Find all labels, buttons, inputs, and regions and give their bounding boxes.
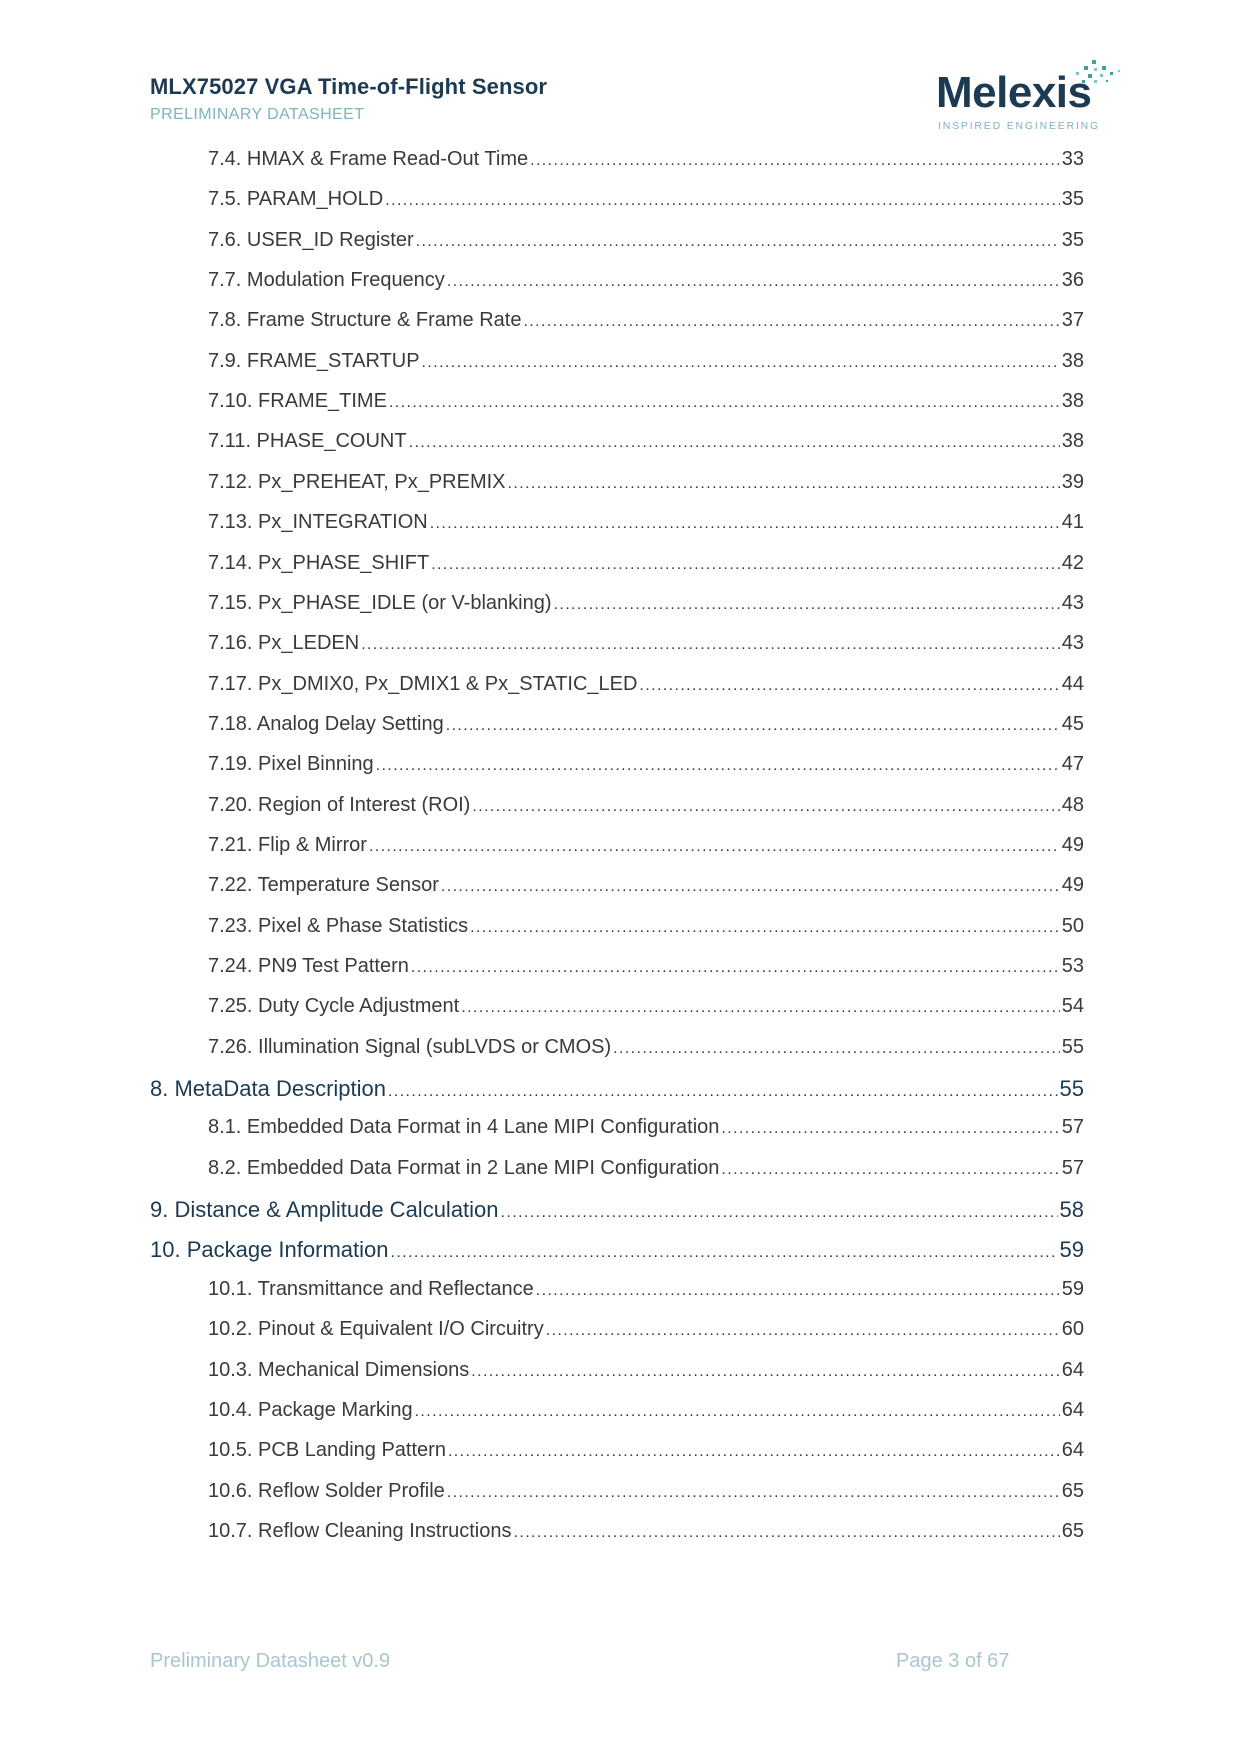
footer-version: Preliminary Datasheet v0.9	[150, 1650, 391, 1672]
toc-entry-page: 37	[1061, 309, 1084, 331]
toc-entry[interactable]	[208, 430, 1084, 453]
toc-entry[interactable]	[208, 794, 1084, 817]
toc-entry[interactable]	[208, 1520, 1084, 1543]
toc-entry[interactable]	[208, 390, 1084, 413]
toc-entry-page: 55	[1061, 1036, 1084, 1058]
toc-entry-label: 10.6. Reflow Solder Profile	[208, 1480, 445, 1502]
toc-entry-page: 38	[1061, 350, 1084, 372]
toc-entry-page: 36	[1061, 269, 1084, 291]
toc-dot-leader	[447, 1484, 1060, 1502]
toc-entry-label: 7.16. Px_LEDEN	[208, 632, 360, 654]
toc-entry-label: 7.22. Temperature Sensor	[208, 874, 439, 896]
toc-entry-page: 64	[1061, 1439, 1084, 1461]
toc-dot-leader	[422, 354, 1060, 372]
toc-entry[interactable]	[208, 1036, 1084, 1059]
toc-entry-page: 54	[1061, 995, 1084, 1017]
toc-entry-label: 10.7. Reflow Cleaning Instructions	[208, 1520, 512, 1542]
toc-entry-label: 7.21. Flip & Mirror	[208, 834, 367, 856]
toc-entry-page: 57	[1061, 1157, 1084, 1179]
toc-entry-label: 10. Package Information	[150, 1237, 389, 1262]
toc-entry-page: 65	[1061, 1520, 1084, 1542]
toc-entry-page: 55	[1059, 1076, 1084, 1101]
toc-dot-leader	[415, 1403, 1060, 1421]
toc-entry[interactable]	[208, 1480, 1084, 1503]
toc-dot-leader	[461, 999, 1060, 1017]
toc-dot-leader	[530, 152, 1060, 170]
toc-dot-leader	[441, 878, 1060, 896]
toc-entry[interactable]	[208, 471, 1084, 494]
toc-dot-leader	[446, 717, 1060, 735]
toc-entry-label: 7.24. PN9 Test Pattern	[208, 955, 409, 977]
toc-dot-leader	[369, 838, 1060, 856]
toc-entry[interactable]	[208, 309, 1084, 332]
toc-entry-label: 9. Distance & Amplitude Calculation	[150, 1197, 499, 1222]
toc-entry[interactable]	[208, 350, 1084, 373]
toc-dot-leader	[472, 798, 1059, 816]
toc-entry-page: 60	[1061, 1318, 1084, 1340]
toc-entry-label: 7.9. FRAME_STARTUP	[208, 350, 420, 372]
toc-entry-page: 35	[1061, 188, 1084, 210]
toc-entry-label: 7.15. Px_PHASE_IDLE (or V-blanking)	[208, 592, 552, 614]
toc-entry-label: 10.4. Package Marking	[208, 1399, 413, 1421]
toc-entry[interactable]	[208, 995, 1084, 1018]
toc-entry-page: 50	[1061, 915, 1084, 937]
toc-entry[interactable]	[208, 1439, 1084, 1462]
logo-tagline: INSPIRED ENGINEERING	[938, 120, 1101, 132]
toc-dot-leader	[430, 515, 1060, 533]
toc-dot-leader	[390, 1244, 1057, 1262]
document-subtitle: PRELIMINARY DATASHEET	[150, 106, 365, 123]
toc-entry-page: 57	[1061, 1116, 1084, 1138]
toc-entry[interactable]	[208, 188, 1084, 211]
toc-entry-page: 45	[1061, 713, 1084, 735]
toc-entry[interactable]	[208, 511, 1084, 534]
toc-entry-page: 39	[1061, 471, 1084, 493]
toc-entry-label: 7.13. Px_INTEGRATION	[208, 511, 428, 533]
toc-entry-page: 59	[1059, 1237, 1084, 1262]
toc-entry-label: 10.5. PCB Landing Pattern	[208, 1439, 446, 1461]
toc-dot-leader	[389, 394, 1060, 412]
toc-dot-leader	[546, 1322, 1060, 1340]
toc-entry-page: 33	[1061, 148, 1084, 170]
toc-entry[interactable]	[208, 632, 1084, 655]
toc-entry-label: 7.17. Px_DMIX0, Px_DMIX1 & Px_STATIC_LED	[208, 673, 638, 695]
melexis-logo	[936, 58, 1128, 132]
toc-entry-page: 53	[1061, 955, 1084, 977]
toc-entry[interactable]	[208, 229, 1084, 252]
toc-entry[interactable]	[208, 1318, 1084, 1341]
toc-entry[interactable]	[150, 1237, 1084, 1263]
toc-entry-page: 47	[1061, 753, 1084, 775]
toc-entry-label: 10.1. Transmittance and Reflectance	[208, 1278, 534, 1300]
toc-dot-leader	[613, 1040, 1060, 1058]
toc-entry-label: 7.18. Analog Delay Setting	[208, 713, 444, 735]
toc-entry[interactable]	[208, 955, 1084, 978]
toc-dot-leader	[471, 1363, 1060, 1381]
toc-entry[interactable]	[208, 713, 1084, 736]
toc-entry-label: 10.3. Mechanical Dimensions	[208, 1359, 470, 1381]
toc-entry[interactable]	[208, 269, 1084, 292]
toc-entry-page: 35	[1061, 229, 1084, 251]
toc-dot-leader	[376, 757, 1060, 775]
toc-dot-leader	[409, 434, 1060, 452]
toc-entry-label: 7.11. PHASE_COUNT	[208, 430, 407, 452]
toc-dot-leader	[536, 1282, 1060, 1300]
toc-entry-page: 65	[1061, 1480, 1084, 1502]
toc-dot-leader	[447, 273, 1060, 291]
toc-dot-leader	[508, 475, 1060, 493]
toc-entry[interactable]	[208, 148, 1084, 171]
toc-entry-page: 48	[1061, 794, 1084, 816]
toc-entry[interactable]	[208, 834, 1084, 857]
toc-entry-page: 38	[1061, 390, 1084, 412]
toc-entry-label: 7.14. Px_PHASE_SHIFT	[208, 552, 430, 574]
toc-entry-label: 10.2. Pinout & Equivalent I/O Circuitry	[208, 1318, 544, 1340]
toc-entry-page: 41	[1061, 511, 1084, 533]
toc-dot-leader	[639, 677, 1059, 695]
toc-dot-leader	[416, 233, 1060, 251]
toc-entry-page: 64	[1061, 1399, 1084, 1421]
toc-dot-leader	[514, 1524, 1060, 1542]
toc-entry-label: 7.19. Pixel Binning	[208, 753, 374, 775]
toc-dot-leader	[385, 192, 1060, 210]
toc-entry-page: 44	[1061, 673, 1084, 695]
toc-entry-label: 7.5. PARAM_HOLD	[208, 188, 384, 210]
toc-entry[interactable]	[208, 673, 1084, 696]
toc-entry[interactable]	[208, 915, 1084, 938]
toc-entry[interactable]	[208, 874, 1084, 897]
toc-dot-leader	[388, 1083, 1058, 1101]
toc-entry-label: 7.4. HMAX & Frame Read-Out Time	[208, 148, 529, 170]
toc-dot-leader	[554, 596, 1060, 614]
footer-page-number: Page 3 of 67	[896, 1650, 1010, 1672]
toc-entry-page: 64	[1061, 1359, 1084, 1381]
toc-entry[interactable]	[208, 753, 1084, 776]
toc-entry-label: 7.25. Duty Cycle Adjustment	[208, 995, 460, 1017]
toc-entry-page: 49	[1061, 874, 1084, 896]
toc-entry[interactable]	[208, 1278, 1084, 1301]
toc-dot-leader	[431, 556, 1060, 574]
toc-entry-page: 58	[1059, 1197, 1084, 1222]
toc-entry-page: 38	[1061, 430, 1084, 452]
toc-entry-page: 49	[1061, 834, 1084, 856]
toc-entry[interactable]	[208, 1116, 1084, 1139]
toc-entry[interactable]	[208, 1399, 1084, 1422]
toc-entry-label: 7.7. Modulation Frequency	[208, 269, 445, 291]
toc-entry-page: 43	[1061, 592, 1084, 614]
document-title: MLX75027 VGA Time-of-Flight Sensor	[150, 74, 548, 99]
toc-entry[interactable]	[150, 1197, 1084, 1223]
toc-entry-label: 7.8. Frame Structure & Frame Rate	[208, 309, 522, 331]
toc-entry-page: 42	[1061, 552, 1084, 574]
toc-entry[interactable]	[208, 1157, 1084, 1180]
toc-entry-label: 7.10. FRAME_TIME	[208, 390, 387, 412]
toc-dot-leader	[721, 1120, 1059, 1138]
toc-dot-leader	[411, 959, 1060, 977]
toc-entry-label: 7.20. Region of Interest (ROI)	[208, 794, 471, 816]
toc-dot-leader	[470, 919, 1060, 937]
logo-wordmark: Melexis	[936, 68, 1092, 117]
toc-entry[interactable]	[150, 1076, 1084, 1102]
toc-entry-label: 7.12. Px_PREHEAT, Px_PREMIX	[208, 471, 506, 493]
toc-entry[interactable]	[208, 1359, 1084, 1382]
toc-entry-label: 8.2. Embedded Data Format in 2 Lane MIPI Configuration	[208, 1157, 720, 1179]
toc-dot-leader	[501, 1204, 1058, 1222]
toc-dot-leader	[721, 1161, 1059, 1179]
toc-entry-page: 43	[1061, 632, 1084, 654]
toc-entry-label: 7.26. Illumination Signal (subLVDS or CMOS)	[208, 1036, 612, 1058]
toc-entry-label: 7.23. Pixel & Phase Statistics	[208, 915, 469, 937]
toc-entry-label: 8. MetaData Description	[150, 1076, 386, 1101]
toc-dot-leader	[523, 313, 1059, 331]
toc-entry[interactable]	[208, 552, 1084, 575]
toc-dot-leader	[448, 1443, 1060, 1461]
toc-entry-label: 8.1. Embedded Data Format in 4 Lane MIPI Configuration	[208, 1116, 720, 1138]
toc-entry[interactable]	[208, 592, 1084, 615]
toc-dot-leader	[361, 636, 1060, 654]
toc-entry-label: 7.6. USER_ID Register	[208, 229, 414, 251]
toc-entry-page: 59	[1061, 1278, 1084, 1300]
